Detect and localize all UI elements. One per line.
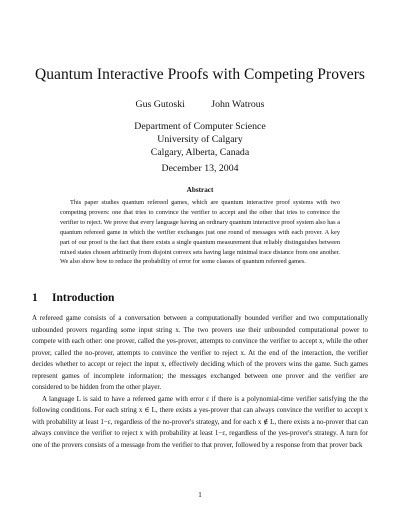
affiliation [0, 121, 400, 159]
section-title: Introduction [52, 292, 115, 304]
abstract-heading: Abstract [186, 186, 214, 194]
paper-date: December 13, 2004 [161, 163, 239, 174]
author-name: John Watrous [211, 99, 265, 110]
section-body [32, 313, 368, 451]
body-paragraph: A language L is said to have a refereed game with error ε if there is a polynomial-time verifier satisfying the the following conditions. For each string x ∈ L, there exists a yes-prover that can always convince the verifier to accept x with probability at least 1−ε, regardless of the no-prover's strategy, and for each x ∉ L, there exists a no-prover that can always convince the verifier to reject x with probability at least 1−ε, regardless of the yes-prover's strategy. A turn for one of the provers consists of a message from the verifier to that prover, followed by a response from that prover back [32, 394, 368, 449]
author-list [0, 99, 400, 110]
affiliation-line: Calgary, Alberta, Canada [150, 146, 250, 158]
section-number: 1 [32, 292, 38, 304]
paper-title: Quantum Interactive Proofs with Competing Provers [34, 66, 366, 83]
author-name: Gus Gutoski [135, 99, 185, 110]
affiliation-line: Department of Computer Science [134, 121, 266, 132]
body-paragraph: A refereed game consists of a conversation between a computationally bounded verifier and two computationally unbounded provers regarding some input string x. The two provers use their unbounded computational power to compete with each other: one prover, called the yes-prover, attempts to convince the verifier to accept x, while the other prover, called the no-prover, attempts to convince the verifier to reject x. At the end of the interaction, the verifier decides whether to accept or reject the input x, effectively deciding which of the provers wins the game. Such games represent games of incomplete information; the messages exchanged between one prover and the verifier are considered to be hidden from the other player. [32, 314, 368, 391]
abstract-text: This paper studies quantum refereed games, which are quantum interactive proof systems with two competing provers: one that tries to convince the verifier to accept and the other that tries to convince the verifier to reject. We prove that every language having an ordinary quantum interactive proof system also has a quantum refereed game in which the verifier exchanges just one round of messages with each prover. A key part of our proof is the fact that there exists a single quantum measurement that reliably distinguishes between mixed states chosen arbitrarily from disjoint convex sets having large minimal trace distance from one another. We also show how to reduce the probability of error for some classes of quantum refereed games. [60, 199, 340, 266]
page-number: 1 [198, 490, 202, 499]
section-heading [32, 292, 114, 304]
affiliation-line: University of Calgary [157, 133, 243, 145]
